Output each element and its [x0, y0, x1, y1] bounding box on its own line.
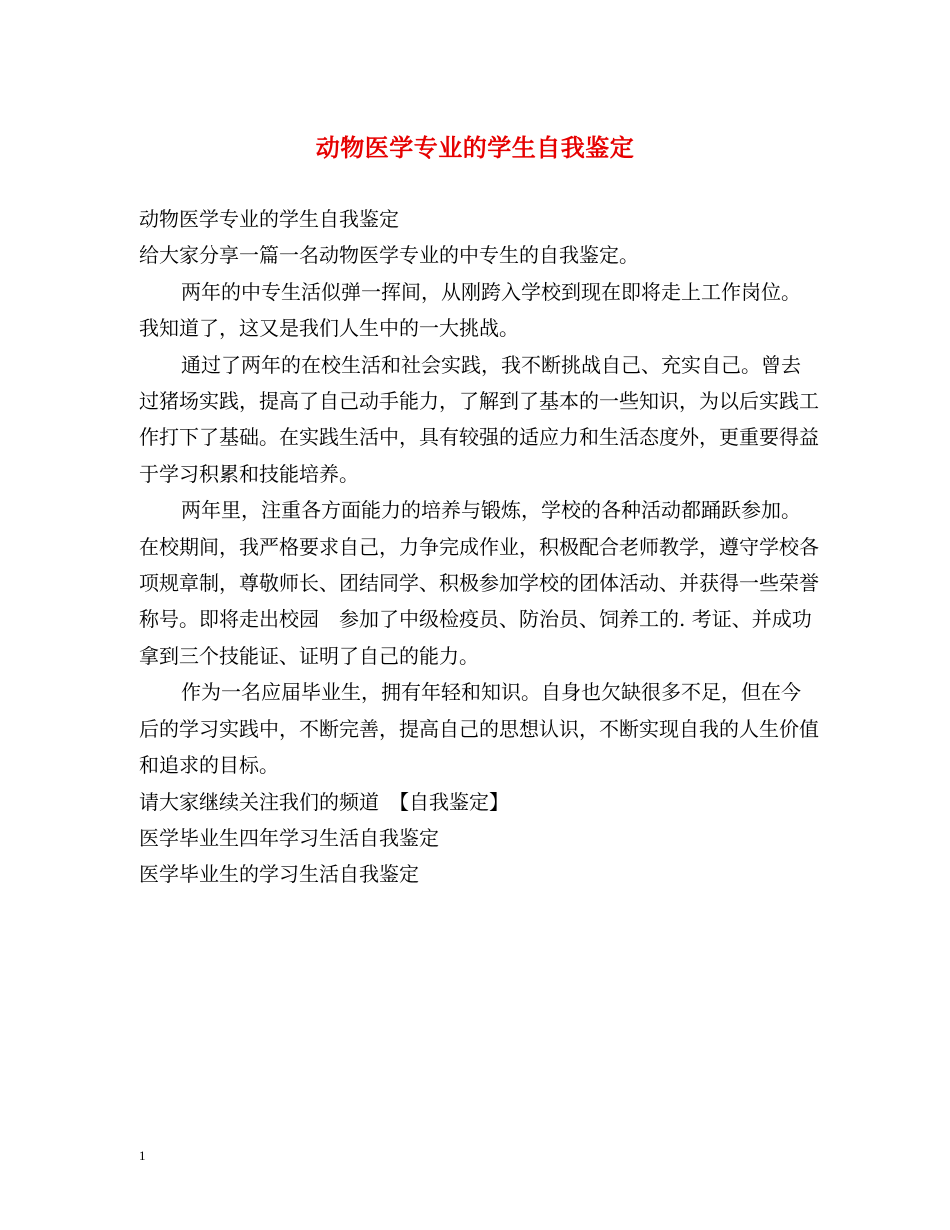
channel-notice: 请大家继续关注我们的频道 【自我鉴定】 [139, 789, 509, 814]
body-paragraph-intro: 给大家分享一篇一名动物医学专业的中专生的自我鉴定。 [139, 243, 639, 268]
document-body [139, 201, 819, 893]
body-paragraph: 作为一名应届毕业生，拥有年轻和知识。自身也欠缺很多不足，但在今后的学习实践中，不断完善，提高自己的思想认识，不断实现自我的人生价值和追求的目标。 [139, 680, 819, 778]
related-article-link: 医学毕业生四年学习生活自我鉴定 [139, 825, 439, 850]
document-title: 动物医学专业的学生自我鉴定 [315, 133, 635, 162]
body-paragraph: 两年里，注重各方面能力的培养与锻炼，学校的各种活动都踊跃参加。在校期间，我严格要求自己，力争完成作业，积极配合老师教学，遵守学校各项规章制，尊敬师长、团结同学、积极参加学校的团体活动、并获得一些荣誉称号。即将走出校园 参加了中级检疫员、防治员、饲养工的. 考证、并成功拿到三个技能证、证明了自己的能力。 [139, 498, 819, 668]
body-paragraph: 两年的中专生活似弹一挥间，从刚跨入学校到现在即将走上工作岗位。我知道了，这又是我们人生中的一大挑战。 [139, 279, 801, 341]
body-paragraph-heading: 动物医学专业的学生自我鉴定 [139, 207, 399, 231]
page-number: 1 [139, 1148, 146, 1163]
related-article-link: 医学毕业生的学习生活自我鉴定 [139, 862, 419, 887]
body-paragraph: 通过了两年的在校生活和社会实践，我不断挑战自己、充实自己。曾去过猪场实践，提高了自己动手能力，了解到了基本的一些知识，为以后实践工作打下了基础。在实践生活中，具有较强的适应力和生活态度外，更重要得益于学习积累和技能培养。 [139, 352, 819, 486]
